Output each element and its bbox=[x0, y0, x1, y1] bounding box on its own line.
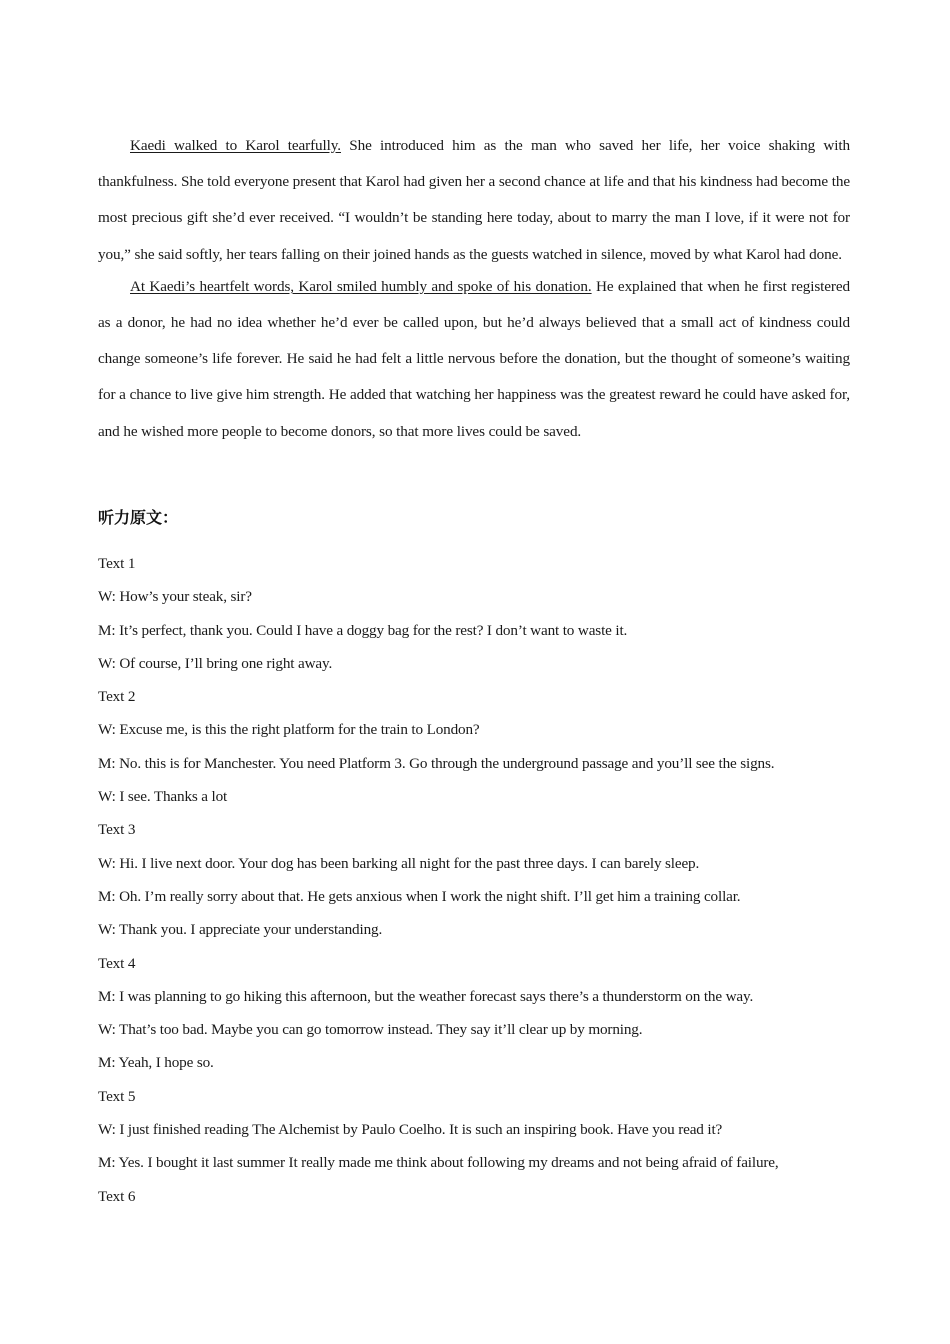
essay-paragraph-2 bbox=[98, 269, 850, 450]
underlined-sentence: At Kaedi’s heartfelt words, Karol smiled humbly and spoke of his donation. bbox=[130, 277, 592, 295]
underlined-sentence: Kaedi walked to Karol tearfully. bbox=[130, 137, 341, 154]
script-line: W: I see. Thanks a lot bbox=[98, 788, 228, 806]
script-line: Text 5 bbox=[98, 1087, 136, 1105]
section-heading: 听力原文： bbox=[98, 508, 179, 527]
script-line: W: Of course, I’ll bring one right away. bbox=[98, 654, 333, 672]
listening-script bbox=[98, 547, 858, 1213]
script-line: W: I just finished reading The Alchemist by Paulo Coelho. It is such an inspiring book. Have you read it? bbox=[98, 1121, 723, 1139]
essay-paragraph-1 bbox=[98, 128, 850, 273]
script-line: W: That’s too bad. Maybe you can go tomorrow instead. They say it’ll clear up by morning. bbox=[98, 1021, 643, 1039]
script-line: Text 6 bbox=[98, 1187, 136, 1205]
script-line: W: Hi. I live next door. Your dog has been barking all night for the past three days. I can barely sleep. bbox=[98, 854, 700, 872]
paragraph-text: She introduced him as the man who saved her life, her voice shaking with thankfulness. She told everyone present that Karol had given her a second chance at life and that his kindness had become the most precious gift she’d ever received. “I wouldn’t be standing here today, about to marry the man I love, if it were not for you,” she said softly, her tears falling on their joined hands as the guests watched in silence, moved by what Karol had done. bbox=[98, 137, 850, 263]
essay-section bbox=[98, 128, 850, 450]
script-line: Text 4 bbox=[98, 954, 136, 972]
script-line: Text 2 bbox=[98, 688, 136, 706]
script-line: M: It’s perfect, thank you. Could I have a doggy bag for the rest? I don’t want to waste it. bbox=[98, 621, 628, 639]
script-line: Text 1 bbox=[98, 555, 136, 572]
script-line: M: No. this is for Manchester. You need Platform 3. Go through the underground passage and you’ll see the signs. bbox=[98, 754, 775, 772]
script-line: Text 3 bbox=[98, 821, 136, 839]
script-line: W: Excuse me, is this the right platform for the train to London? bbox=[98, 721, 480, 739]
script-line: W: How’s your steak, sir? bbox=[98, 588, 252, 606]
script-line: M: I was planning to go hiking this afternoon, but the weather forecast says there’s a thunderstorm on the way. bbox=[98, 987, 754, 1005]
paragraph-text: He explained that when he first registered as a donor, he had no idea whether he’d ever be called upon, but he’d always believed that a small act of kindness could change someone’s life forever. He said he had felt a little nervous before the donation, but the thought of someone’s waiting for a chance to live give him strength. He added that watching her happiness was the greatest reward he could have asked for, and he wished more people to become donors, so that more lives could be saved. bbox=[98, 277, 851, 440]
script-line: W: Thank you. I appreciate your understanding. bbox=[98, 921, 383, 939]
script-line: M: Yeah, I hope so. bbox=[98, 1054, 214, 1072]
script-line: M: Oh. I’m really sorry about that. He gets anxious when I work the night shift. I’ll get him a training collar. bbox=[98, 887, 741, 905]
script-line: M: Yes. I bought it last summer It really made me think about following my dreams and not being afraid of failure, bbox=[98, 1154, 779, 1172]
